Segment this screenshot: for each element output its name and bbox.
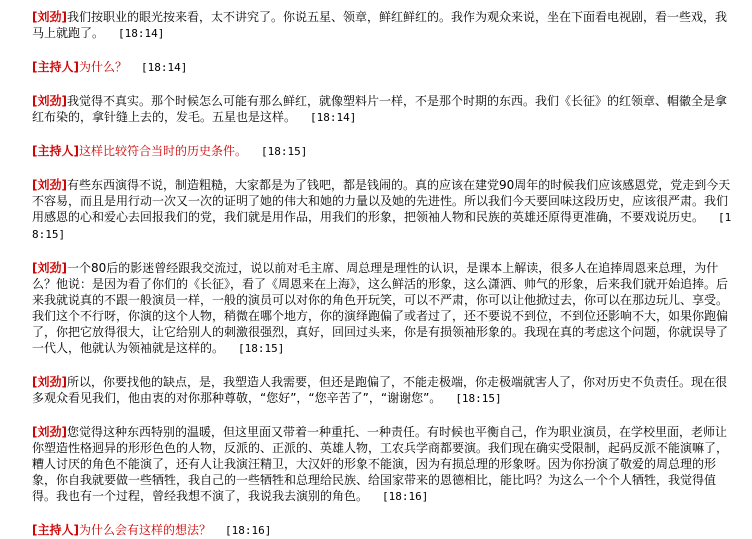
transcript-paragraph-guest xyxy=(32,424,738,505)
timestamp: [18:15] xyxy=(261,145,308,158)
timestamp: [18:15] xyxy=(238,342,285,355)
timestamp: [18:14] xyxy=(141,61,188,74)
speaker-label: [刘劲] xyxy=(32,425,67,439)
transcript-paragraph-guest xyxy=(32,374,738,407)
timestamp: [18:14] xyxy=(310,111,357,124)
paragraph-text: 有些东西演得不说，制造粗糙，大家都是为了钱吧，都是钱闹的。真的应该在建党90周年的时候我们应该感恩党，党走到今天不容易，而且是用行动一次又一次的证明了她的伟大和她的力量以及她的先进性。所以我们今天要回味这段历史，应该很严肃。我们用感恩的心和爱心去回报我们的党，我们就是用作品，用我们的形象，把领袖人物和民族的英雄还原得更准确，不要戏说历史。 xyxy=(32,178,731,224)
transcript-paragraph-guest xyxy=(32,9,738,42)
speaker-label: [主持人] xyxy=(32,523,79,537)
transcript-paragraph-guest xyxy=(32,177,738,243)
speaker-label: [主持人] xyxy=(32,144,79,158)
transcript-paragraph-guest xyxy=(32,93,738,126)
timestamp: [18:14] xyxy=(118,27,165,40)
speaker-label: [刘劲] xyxy=(32,94,67,108)
transcript-paragraph-host xyxy=(32,59,738,76)
timestamp: [18:16] xyxy=(225,524,272,537)
speaker-label: [刘劲] xyxy=(32,261,67,275)
paragraph-text: 我觉得不真实。那个时候怎么可能有那么鲜红，就像塑料片一样，不是那个时期的东西。我们《长征》的红领章、帽徽全是拿红布染的，拿针缝上去的，发毛。五星也是这样。 xyxy=(32,94,727,124)
transcript-paragraph-host xyxy=(32,522,738,539)
timestamp: [18:15] xyxy=(455,392,502,405)
transcript-paragraph-host xyxy=(32,143,738,160)
speaker-label: [刘劲] xyxy=(32,10,67,24)
paragraph-text: 一个80后的影迷曾经跟我交流过，说以前对毛主席、周总理是理性的认识，是课本上解读，很多人在追捧周恩来总理，为什么？他说：是因为看了你们的《长征》，看了《周恩来在上海》，这么鲜活的形象，这么潇洒、帅气的形象，后来我们就开始追捧。后来我就说真的不跟一般演员一样，一般的演员可以对你的角色开玩笑，可以不严肃，你可以让他掀过去，你可以在那边玩儿、享受。我们这个不行呀，你演的这个人物，稍微在哪个地方，你的演绎跑偏了或者过了，还不要说不到位，不到位还影响不大，如果你跑偏了，你把它放得很大，让它给别人的刺激很强烈，真好，回回过头来，你是有损领袖形象的。我现在真的考虑这个问题，你就误导了一代人，他就认为领袖就是这样的。 xyxy=(32,261,729,355)
speaker-label: [刘劲] xyxy=(32,375,67,389)
paragraph-text: 您觉得这种东西特别的温暖，但这里面又带着一种重托、一种责任。有时候也平衡自己，作为职业演员，在学校里面，老师让你塑造性格迥异的形形色色的人物，反派的、正派的、英雄人物，工农兵学商都要演。我们现在确实受限制，起码反派不能演嘛了，糟人讨厌的角色不能演了，还有人让我演汪精卫，大汉奸的形象不能演，因为有损总理的形象呀。因为你扮演了敬爱的周总理的形象，你自我就要做一些牺牲，我自己的一些牺牲和总理给民族、给国家带来的恩德相比，能比吗？为这么一个个人牺牲，我觉得值得。我也有一个过程，曾经我想不演了，我说我去演别的角色。 xyxy=(32,425,729,503)
paragraph-text: 我们按职业的眼光按来看，太不讲究了。你说五星、领章，鲜红鲜红的。我作为观众来说，坐在下面看电视剧，看一些戏，我马上就跑了。 xyxy=(32,10,727,40)
paragraph-text: 为什么会有这样的想法？ xyxy=(78,523,211,537)
timestamp: [18:15] xyxy=(32,211,732,241)
paragraph-text: 这样比较符合当时的历史条件。 xyxy=(78,144,247,158)
timestamp: [18:16] xyxy=(382,490,429,503)
transcript-paragraph-guest xyxy=(32,260,738,357)
speaker-label: [主持人] xyxy=(32,60,79,74)
paragraph-text: 为什么？ xyxy=(78,60,127,74)
paragraph-text: 所以，你要找他的缺点，是，我塑造人我需要，但还是跑偏了，不能走极端，你走极端就害人了，你对历史不负责任。现在很多观众看见我们，他由衷的对你那种尊敬，“您好”，“您辛苦了”，“谢谢您”。 xyxy=(32,375,727,405)
speaker-label: [刘劲] xyxy=(32,178,67,192)
